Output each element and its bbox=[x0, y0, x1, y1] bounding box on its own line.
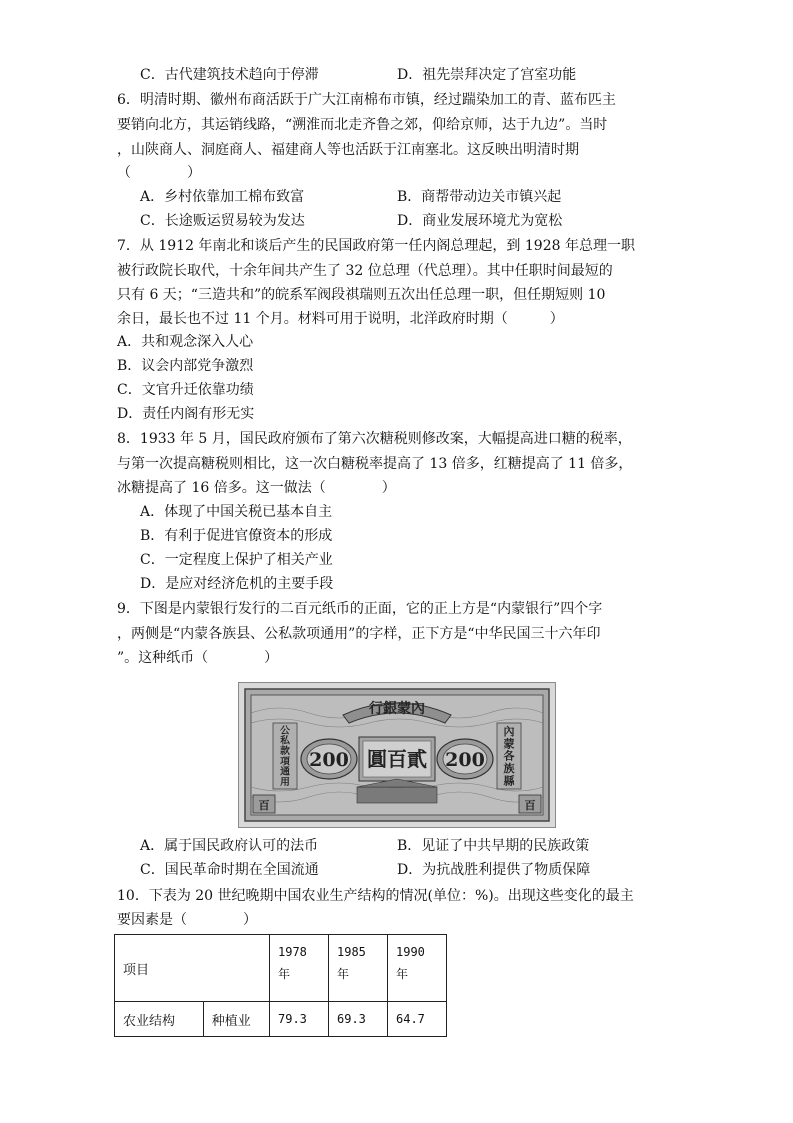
year-unit: 年 bbox=[337, 967, 350, 981]
table-header-row bbox=[115, 935, 447, 1002]
year-unit: 年 bbox=[396, 967, 409, 981]
q6-stem-line-3: ，山陕商人、洞庭商人、福建商人等也活跃于江南塞北。这反映出明清时期 bbox=[117, 142, 579, 158]
q8-option-c: C．一定程度上保护了相关产业 bbox=[140, 552, 333, 568]
table-header-year bbox=[270, 935, 329, 1002]
q8-stem-line-3: 冰糖提高了 16 倍多。这一做法（ ） bbox=[117, 480, 396, 496]
q7-option-b: B．议会内部党争激烈 bbox=[117, 358, 254, 374]
q9-stem-line-3: ”。这种纸币（ ） bbox=[117, 650, 279, 666]
banknote-right-side-char: 各 bbox=[503, 749, 515, 763]
q5-option-d: D．祖先崇拜决定了宫室功能 bbox=[397, 67, 577, 83]
q9-option-b: B．见证了中共早期的民族政策 bbox=[397, 838, 590, 854]
banknote-corner-right: 百 bbox=[524, 799, 536, 812]
table-cell-value: 69.3 bbox=[329, 1002, 388, 1037]
q8-option-a: A．体现了中国关税已基本自主 bbox=[140, 504, 333, 520]
q10-stem-line-2: 要因素是（ ） bbox=[117, 912, 257, 928]
table-cell-category: 农业结构 bbox=[115, 1002, 204, 1037]
table-header-year bbox=[329, 935, 388, 1002]
q7-stem-line-3: 只有 6 天；“三造共和”的皖系军阀段祺瑞则五次出任总理一职，但任期短则 10 bbox=[117, 287, 606, 303]
banknote-right-side-char: 縣 bbox=[503, 774, 515, 788]
banknote-left-side-char: 公 bbox=[280, 725, 290, 737]
q6-option-a: A．乡村依靠加工棉布致富 bbox=[140, 189, 305, 205]
year-unit: 年 bbox=[278, 967, 291, 981]
q6-stem-line-1: 6．明清时期、徽州布商活跃于广大江南棉布市镇，经过踹染加工的青、蓝布匹主 bbox=[117, 92, 616, 108]
q7-stem-line-4: 余日，最长也不过 11 个月。材料可用于说明，北洋政府时期（ ） bbox=[117, 311, 564, 327]
table-cell-value: 64.7 bbox=[388, 1002, 447, 1037]
banknote-left-side-char: 用 bbox=[280, 776, 290, 788]
agriculture-structure-table bbox=[114, 934, 447, 1037]
q5-option-c: C．古代建筑技术趋向于停滞 bbox=[140, 67, 319, 83]
q7-option-a: A．共和观念深入人心 bbox=[117, 334, 254, 350]
banknote-right-side-char: 蒙 bbox=[503, 737, 515, 751]
q10-stem-line-1: 10．下表为 20 世纪晚期中国农业生产结构的情况(单位：%)。出现这些变化的最主 bbox=[117, 888, 634, 904]
banknote-top-text: 行銀蒙內 bbox=[369, 701, 425, 717]
banknote-left-side-char: 項 bbox=[280, 756, 290, 768]
q7-option-c: C．文官升迁依靠功绩 bbox=[117, 382, 254, 398]
q9-option-d: D．为抗战胜利提供了物质保障 bbox=[397, 862, 591, 878]
q8-option-d: D．是应对经济危机的主要手段 bbox=[140, 576, 334, 592]
banknote-left-side-text bbox=[279, 724, 290, 788]
banknote-left-side-char: 私 bbox=[280, 735, 290, 747]
banknote-right-side-char: 族 bbox=[503, 762, 515, 776]
banknote-image bbox=[238, 682, 556, 828]
banknote-right-side-char: 內 bbox=[503, 724, 515, 738]
banknote-left-number: 200 bbox=[309, 749, 349, 771]
q7-stem-line-2: 被行政院长取代，十余年间共产生了 32 位总理（代总理）。其中任职时间最短的 bbox=[117, 263, 613, 279]
banknote-right-side-text bbox=[504, 724, 516, 788]
year-number: 1990 bbox=[396, 945, 425, 959]
q9-stem-line-2: ，两侧是“内蒙各族县、公私款项通用”的字样，正下方是“中华民国三十六年印 bbox=[117, 626, 601, 642]
banknote-corner-left: 百 bbox=[258, 799, 270, 812]
table-row bbox=[115, 1002, 447, 1037]
q8-option-b: B．有利于促进官僚资本的形成 bbox=[140, 528, 333, 544]
year-number: 1978 bbox=[278, 945, 307, 959]
table-header-year bbox=[388, 935, 447, 1002]
q9-stem-line-1: 9．下图是内蒙银行发行的二百元纸币的正面，它的正上方是“内蒙银行”四个字 bbox=[117, 601, 603, 617]
banknote-left-side-char: 款 bbox=[280, 745, 290, 757]
q9-option-c: C．国民革命时期在全国流通 bbox=[140, 862, 319, 878]
q6-option-b: B．商帮带动边关市镇兴起 bbox=[397, 189, 562, 205]
banknote-right-number: 200 bbox=[445, 749, 485, 771]
q6-stem-line-2: 要销向北方，其运销线路，“溯淮而北走齐鲁之郊，仰给京师，达于九边”。当时 bbox=[117, 117, 608, 133]
q8-stem-line-2: 与第一次提高糖税则相比，这一次白糖税率提高了 13 倍多，红糖提高了 11 倍多， bbox=[117, 456, 633, 472]
banknote-left-side-char: 通 bbox=[280, 766, 290, 778]
q6-option-c: C．长途贩运贸易较为发达 bbox=[140, 213, 305, 229]
table-header-item: 项目 bbox=[115, 935, 270, 1002]
table-cell-subcategory: 种植业 bbox=[203, 1002, 269, 1037]
q9-option-a: A．属于国民政府认可的法币 bbox=[140, 838, 319, 854]
q7-option-d: D．责任内阁有形无实 bbox=[117, 406, 255, 422]
q6-answer-blank: （ ） bbox=[117, 165, 201, 181]
q6-option-d: D．商业发展环境尤为宽松 bbox=[397, 213, 563, 229]
year-number: 1985 bbox=[337, 945, 366, 959]
q8-stem-line-1: 8．1933 年 5 月，国民政府颁布了第六次糖税则修改案，大幅提高进口糖的税率， bbox=[117, 431, 632, 447]
table-cell-value: 79.3 bbox=[270, 1002, 329, 1037]
banknote-center-text: 圓百貳 bbox=[367, 747, 427, 771]
q7-stem-line-1: 7．从 1912 年南北和谈后产生的民国政府第一任内阁总理起，到 1928 年总理一职 bbox=[117, 238, 635, 254]
